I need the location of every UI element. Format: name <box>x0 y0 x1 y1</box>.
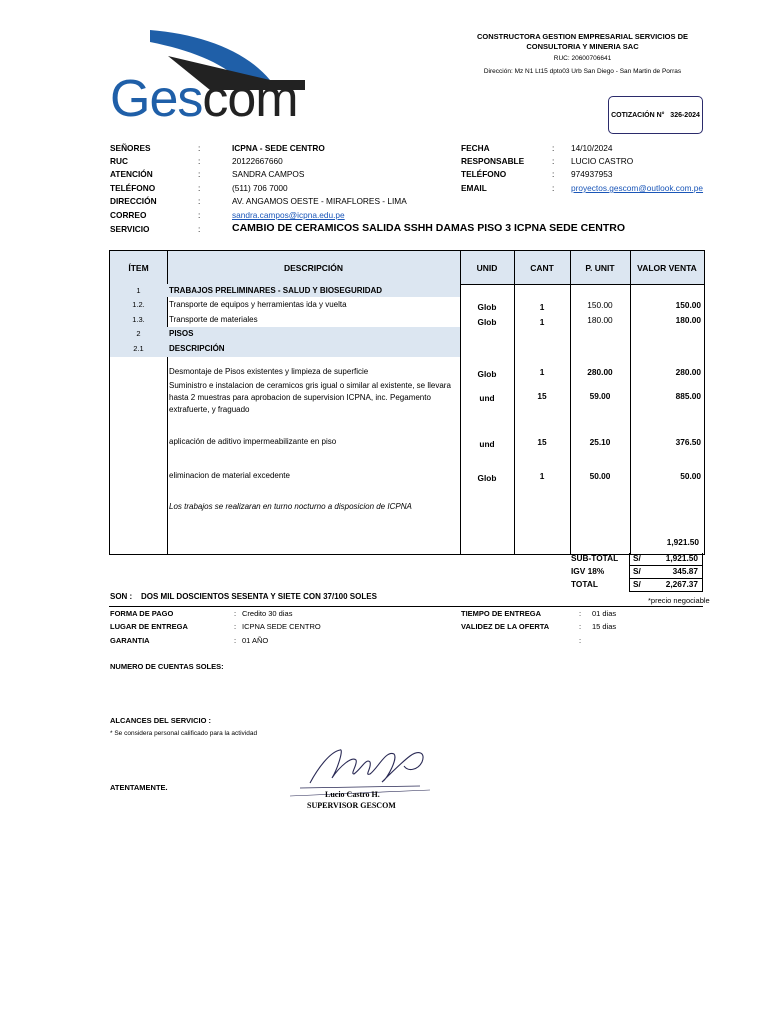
signature-block <box>270 738 440 818</box>
cell-description: hasta 2 muestras para aprobacion de supervision ICPNA, inc. Pegamento <box>169 393 431 402</box>
total-border <box>702 553 703 591</box>
cell-quantity: 1 <box>539 302 545 312</box>
handwritten-signature <box>270 738 440 798</box>
cell-unit: Glob <box>477 302 497 312</box>
cell-unit: Glob <box>477 473 497 483</box>
field-value: 14/10/2024 <box>571 143 613 153</box>
field-value: (511) 706 7000 <box>232 183 288 193</box>
items-table <box>109 250 705 555</box>
total-divider <box>629 591 703 592</box>
signature-title: SUPERVISOR GESCOM <box>307 801 396 810</box>
field-colon: : <box>198 183 201 193</box>
term-label: LUGAR DE ENTREGA <box>110 622 188 631</box>
cell-quantity: 1 <box>539 471 545 481</box>
field-label: CORREO <box>110 210 147 220</box>
cell-description: Desmontaje de Pisos existentes y limpieza de superficie <box>169 367 369 376</box>
cell-item: 2.1 <box>133 344 144 353</box>
cell-description: Los trabajos se realizaran en turno nocturno a disposicion de ICPNA <box>169 502 412 511</box>
cell-description: TRABAJOS PRELIMINARES - SALUD Y BIOSEGURIDAD <box>169 286 383 295</box>
total-label: SUB-TOTAL <box>571 553 619 563</box>
cell-unit: Glob <box>477 317 497 327</box>
cell-quantity: 1 <box>539 317 545 327</box>
term-colon: : <box>234 636 237 645</box>
total-border <box>629 553 630 591</box>
column-header: VALOR VENTA <box>637 262 697 273</box>
cell-value: 50.00 <box>680 471 701 481</box>
company-ruc: RUC: 20600706641 <box>553 55 612 62</box>
column-sum: 1,921.50 <box>666 537 699 547</box>
field-label: ATENCIÓN <box>110 169 153 179</box>
svg-text:Gescom: Gescom <box>110 70 298 128</box>
gescom-logo <box>110 28 310 128</box>
field-colon: : <box>552 183 555 193</box>
column-header: P. UNIT <box>585 262 615 273</box>
term-value: ICPNA SEDE CENTRO <box>242 622 321 631</box>
term-value: 15 dias <box>592 622 617 631</box>
company-name-line1: CONSTRUCTORA GESTION EMPRESARIAL SERVICIOS DE <box>477 32 688 41</box>
quote-number-box <box>608 96 703 134</box>
field-label: RUC <box>110 156 128 166</box>
quote-number: 326-2024 <box>670 111 700 119</box>
cell-unit-price: 280.00 <box>587 367 613 377</box>
field-value: 974937953 <box>571 169 613 179</box>
field-colon: : <box>198 169 201 179</box>
field-colon: : <box>198 156 201 166</box>
cell-description: aplicación de aditivo impermeabilizante en piso <box>169 437 337 446</box>
field-colon: : <box>198 210 201 220</box>
field-value: AV. ANGAMOS OESTE - MIRAFLORES - LIMA <box>232 196 407 206</box>
cell-quantity: 15 <box>537 437 547 447</box>
cell-value: 180.00 <box>675 315 701 325</box>
field-label: TELÉFONO <box>461 169 507 179</box>
cell-description: Suministro e instalacion de ceramicos gris igual o similar al existente, se llevara <box>169 381 451 390</box>
cell-description: Transporte de materiales <box>169 315 258 324</box>
cell-item: 1 <box>136 286 141 295</box>
column-header: ÍTEM <box>128 262 149 273</box>
field-label: RESPONSABLE <box>461 156 525 166</box>
field-label: SERVICIO <box>110 224 150 234</box>
field-value: CAMBIO DE CERAMICOS SALIDA SSHH DAMAS PISO 3 ICPNA SEDE CENTRO <box>232 222 626 234</box>
term-label: TIEMPO DE ENTREGA <box>461 609 542 618</box>
term-colon: : <box>234 609 237 618</box>
cell-unit: und <box>479 439 495 449</box>
cell-description: PISOS <box>169 329 194 338</box>
field-value: SANDRA CAMPOS <box>232 169 305 179</box>
cell-description: eliminacion de material excedente <box>169 471 290 480</box>
accounts-label: NUMERO DE CUENTAS SOLES: <box>110 662 224 671</box>
company-address: Dirección: Mz N1 Lt15 dpto03 Urb San Diego - San Martin de Porras <box>483 68 682 75</box>
term-label: VALIDEZ DE LA OFERTA <box>461 622 550 631</box>
term-label: FORMA DE PAGO <box>110 609 174 618</box>
term-colon: : <box>579 609 582 618</box>
cell-value: 150.00 <box>675 300 701 310</box>
company-name-line2: CONSULTORIA Y MINERIA SAC <box>526 42 639 51</box>
cell-unit-price: 59.00 <box>589 391 611 401</box>
cell-quantity: 1 <box>539 367 545 377</box>
field-colon: : <box>198 224 201 234</box>
divider <box>109 606 703 607</box>
cell-unit-price: 50.00 <box>589 471 611 481</box>
currency-symbol: S/ <box>633 553 641 563</box>
total-label: TOTAL <box>571 579 598 589</box>
field-colon: : <box>552 169 555 179</box>
field-label: TELÉFONO <box>110 183 156 193</box>
column-header: UNID <box>476 262 498 273</box>
amount-in-words-label: SON : <box>110 592 133 601</box>
cell-description: Transporte de equipos y herramientas ida y vuelta <box>169 300 347 309</box>
responsible-email-link[interactable]: proyectos.gescom@outlook.com.pe <box>571 183 704 193</box>
currency-symbol: S/ <box>633 566 641 576</box>
signature-name: Lucio Castro H. <box>325 790 380 799</box>
field-colon: : <box>552 156 555 166</box>
scope-note: * Se considera personal calificado para la actividad <box>110 730 258 737</box>
column-divider <box>514 251 515 554</box>
field-value: ICPNA - SEDE CENTRO <box>232 143 325 153</box>
term-colon: : <box>234 622 237 631</box>
total-value: 345.87 <box>672 566 698 576</box>
client-email-link[interactable]: sandra.campos@icpna.edu.pe <box>232 210 345 220</box>
field-label: FECHA <box>461 143 490 153</box>
column-divider <box>630 251 631 554</box>
field-label: DIRECCIÓN <box>110 196 157 206</box>
cell-quantity: 15 <box>537 391 547 401</box>
column-header: CANT <box>530 262 554 273</box>
cell-description: DESCRIPCIÓN <box>169 344 225 353</box>
cell-unit-price: 150.00 <box>587 300 613 310</box>
cell-value: 376.50 <box>675 437 701 447</box>
term-value: 01 AÑO <box>242 636 269 645</box>
cell-item: 1.2. <box>132 300 145 309</box>
field-label: EMAIL <box>461 183 487 193</box>
term-colon: : <box>579 636 582 645</box>
cell-description: extrafuerte, y fraguado <box>169 405 250 414</box>
field-label: SEÑORES <box>110 143 151 153</box>
field-colon: : <box>552 143 555 153</box>
cell-value: 885.00 <box>675 391 701 401</box>
closing-text: ATENTAMENTE. <box>110 783 168 792</box>
field-value: LUCIO CASTRO <box>571 156 634 166</box>
total-label: IGV 18% <box>571 566 605 576</box>
term-colon: : <box>579 622 582 631</box>
term-label: GARANTIA <box>110 636 150 645</box>
cell-item: 2 <box>136 329 141 338</box>
cell-value: 280.00 <box>675 367 701 377</box>
term-value: Credito 30 dias <box>242 609 293 618</box>
cell-unit-price: 25.10 <box>589 437 611 447</box>
term-value: 01 dias <box>592 609 617 618</box>
field-value: 20122667660 <box>232 156 283 166</box>
table-header <box>110 251 704 285</box>
field-colon: : <box>198 143 201 153</box>
quote-label: COTIZACIÓN N° <box>611 111 665 119</box>
cell-unit: und <box>479 393 495 403</box>
total-value: 1,921.50 <box>665 553 698 563</box>
cell-unit-price: 180.00 <box>587 315 613 325</box>
cell-unit: Glob <box>477 369 497 379</box>
negotiable-note: *precio negociable <box>648 596 710 605</box>
total-value: 2,267.37 <box>665 579 698 589</box>
cell-item: 1.3. <box>132 315 145 324</box>
currency-symbol: S/ <box>633 579 641 589</box>
scope-title: ALCANCES DEL SERVICIO : <box>110 716 211 725</box>
field-colon: : <box>198 196 201 206</box>
amount-in-words: DOS MIL DOSCIENTOS SESENTA Y SIETE CON 37/100 SOLES <box>141 592 377 601</box>
column-header: DESCRIPCIÓN <box>283 262 344 273</box>
column-divider <box>570 251 571 554</box>
